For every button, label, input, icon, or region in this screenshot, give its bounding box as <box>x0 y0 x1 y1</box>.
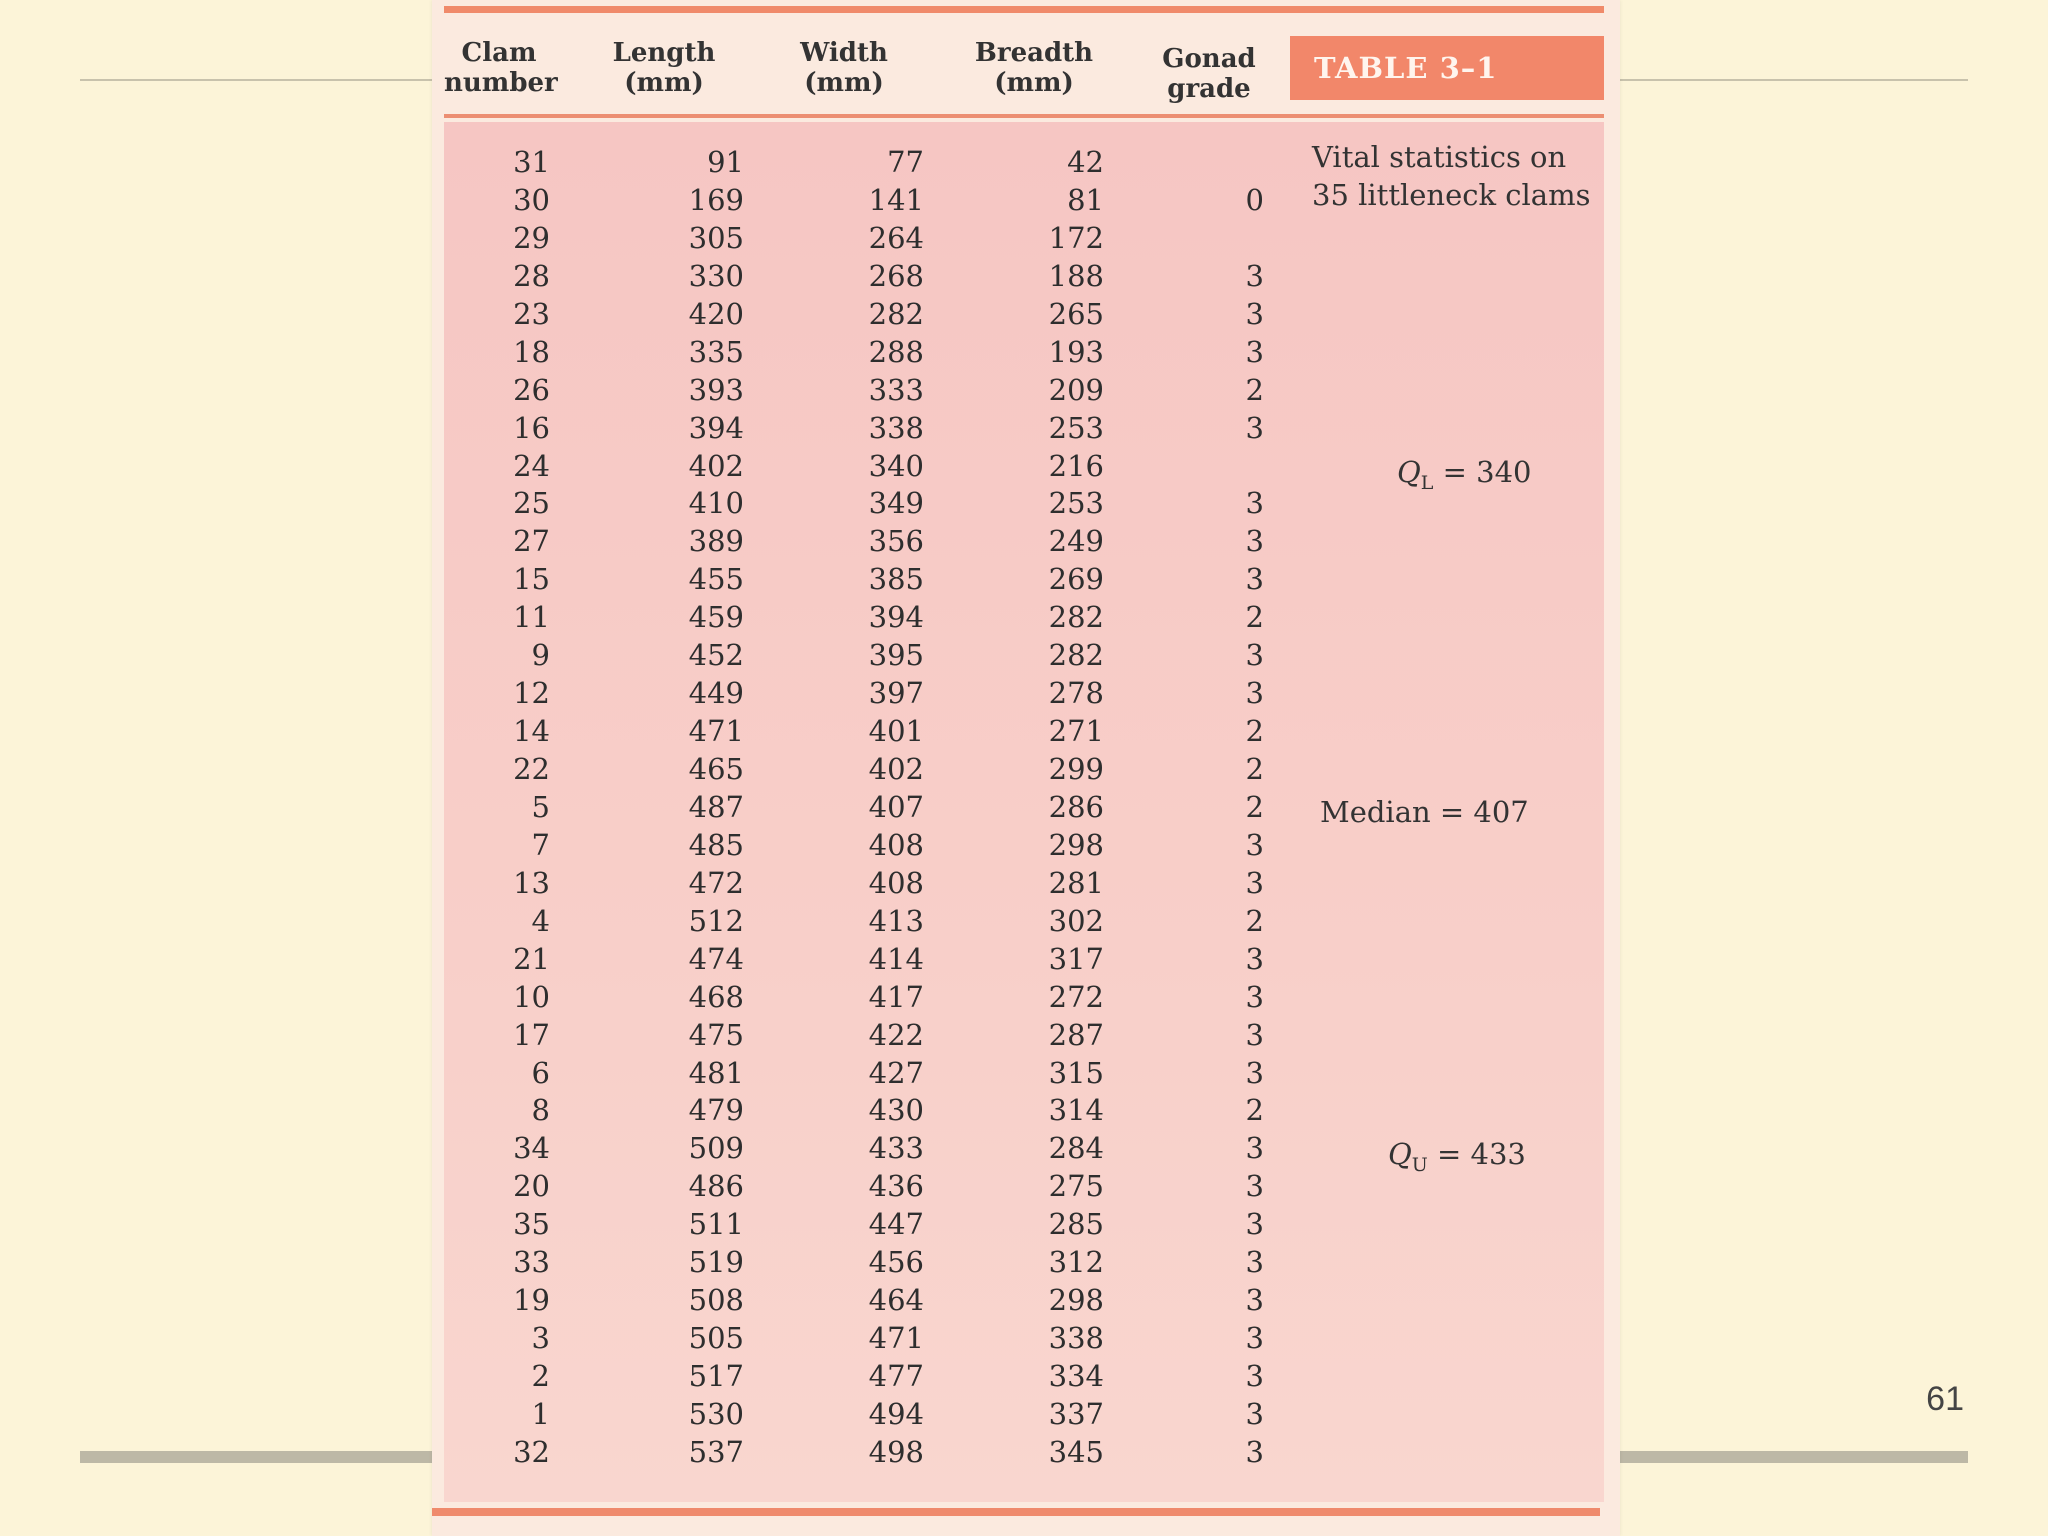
cell-gonad-grade: 3 <box>1245 562 1264 597</box>
cell-breadth: 285 <box>1048 1207 1104 1242</box>
cell-breadth: 272 <box>1048 979 1104 1014</box>
slide-page-number: 61 <box>1926 1380 1964 1418</box>
cell-width: 349 <box>868 486 924 521</box>
cell-width: 397 <box>868 676 924 711</box>
table-row <box>444 942 1284 980</box>
cell-gonad-grade: 3 <box>1245 1207 1264 1242</box>
cell-gonad-grade: 3 <box>1245 1055 1264 1090</box>
table-row <box>444 562 1284 600</box>
cell-length: 452 <box>688 638 744 673</box>
cell-breadth: 298 <box>1048 827 1104 862</box>
cell-gonad-grade: 3 <box>1245 410 1264 445</box>
cell-length: 393 <box>688 372 744 407</box>
cell-length: 455 <box>688 562 744 597</box>
cell-clam-number: 18 <box>513 334 550 369</box>
cell-length: 402 <box>688 448 744 483</box>
cell-breadth: 216 <box>1048 448 1104 483</box>
cell-breadth: 271 <box>1048 714 1104 749</box>
cell-clam-number: 27 <box>513 524 550 559</box>
table-header-rule <box>444 114 1604 118</box>
table-row <box>444 259 1284 297</box>
cell-width: 141 <box>868 182 924 217</box>
cell-length: 475 <box>688 1017 744 1052</box>
cell-length: 330 <box>688 258 744 293</box>
cell-width: 477 <box>868 1359 924 1393</box>
cell-gonad-grade: 3 <box>1245 1017 1264 1052</box>
table-row <box>444 524 1284 562</box>
cell-length: 512 <box>688 903 744 938</box>
cell-clam-number: 3 <box>531 1321 550 1356</box>
table-row <box>444 1283 1284 1321</box>
cell-clam-number: 30 <box>513 182 550 217</box>
cell-clam-number: 34 <box>513 1131 550 1166</box>
cell-clam-number: 12 <box>513 676 550 711</box>
table-row <box>444 676 1284 714</box>
cell-clam-number: 11 <box>513 600 550 635</box>
cell-length: 468 <box>688 979 744 1014</box>
table-row <box>444 183 1284 221</box>
cell-gonad-grade: 3 <box>1245 638 1264 673</box>
table-header-row <box>444 38 1284 112</box>
cell-breadth: 188 <box>1048 258 1104 293</box>
table-row <box>444 638 1284 676</box>
cell-width: 494 <box>868 1396 924 1431</box>
table-row <box>444 1245 1284 1283</box>
table-row <box>444 411 1284 449</box>
cell-length: 530 <box>688 1396 744 1431</box>
cell-width: 385 <box>868 562 924 597</box>
table-row <box>444 1321 1284 1359</box>
table-row <box>444 980 1284 1018</box>
cell-width: 456 <box>868 1245 924 1280</box>
table-body-rows <box>444 145 1284 1473</box>
header-breadth: Breadth (mm) <box>974 38 1094 98</box>
cell-breadth: 275 <box>1048 1169 1104 1204</box>
header-gonad-grade: Gonad grade <box>1162 44 1256 104</box>
cell-gonad-grade: 3 <box>1245 1283 1264 1318</box>
cell-clam-number: 15 <box>513 562 550 597</box>
cell-gonad-grade: 3 <box>1245 258 1264 293</box>
cell-gonad-grade: 3 <box>1245 676 1264 711</box>
cell-width: 401 <box>868 714 924 749</box>
cell-length: 517 <box>688 1359 744 1393</box>
table-row <box>444 486 1284 524</box>
cell-clam-number: 25 <box>513 486 550 521</box>
table-row <box>444 145 1284 183</box>
stat-median: Median = 407 <box>1320 795 1529 829</box>
table-row <box>444 828 1284 866</box>
cell-gonad-grade: 3 <box>1245 941 1264 976</box>
cell-breadth: 312 <box>1048 1245 1104 1280</box>
table-top-rule <box>444 6 1604 13</box>
cell-length: 486 <box>688 1169 744 1204</box>
cell-breadth: 265 <box>1048 296 1104 331</box>
cell-clam-number: 13 <box>513 865 550 900</box>
cell-length: 487 <box>688 789 744 824</box>
scanned-table-page <box>432 0 1620 1536</box>
cell-breadth: 253 <box>1048 410 1104 445</box>
cell-breadth: 314 <box>1048 1093 1104 1128</box>
cell-breadth: 302 <box>1048 903 1104 938</box>
cell-breadth: 284 <box>1048 1131 1104 1166</box>
cell-breadth: 286 <box>1048 789 1104 824</box>
cell-width: 447 <box>868 1207 924 1242</box>
cell-width: 77 <box>887 145 924 179</box>
cell-length: 519 <box>688 1245 744 1280</box>
cell-breadth: 282 <box>1048 638 1104 673</box>
cell-gonad-grade: 3 <box>1245 827 1264 862</box>
cell-length: 474 <box>688 941 744 976</box>
cell-clam-number: 4 <box>531 903 550 938</box>
cell-clam-number: 14 <box>513 714 550 749</box>
cell-width: 395 <box>868 638 924 673</box>
cell-clam-number: 5 <box>531 789 550 824</box>
cell-gonad-grade: 0 <box>1245 182 1264 217</box>
cell-clam-number: 1 <box>531 1396 550 1431</box>
cell-width: 268 <box>868 258 924 293</box>
table-row <box>444 714 1284 752</box>
table-row <box>444 1397 1284 1435</box>
cell-length: 465 <box>688 752 744 786</box>
cell-gonad-grade: 2 <box>1245 752 1264 786</box>
cell-clam-number: 17 <box>513 1017 550 1052</box>
cell-breadth: 334 <box>1048 1359 1104 1393</box>
cell-width: 464 <box>868 1283 924 1318</box>
cell-length: 472 <box>688 865 744 900</box>
cell-gonad-grade: 2 <box>1245 789 1264 824</box>
table-caption: Vital statistics on 35 littleneck clams <box>1312 140 1591 212</box>
cell-clam-number: 26 <box>513 372 550 407</box>
stat-upper-quartile: $Q_U = 433$ <box>1388 1137 1526 1176</box>
cell-breadth: 269 <box>1048 562 1104 597</box>
cell-gonad-grade: 3 <box>1245 1131 1264 1166</box>
cell-length: 449 <box>688 676 744 711</box>
cell-breadth: 209 <box>1048 372 1104 407</box>
header-length: Length (mm) <box>612 38 716 98</box>
table-row <box>444 297 1284 335</box>
cell-clam-number: 6 <box>531 1055 550 1090</box>
cell-breadth: 337 <box>1048 1396 1104 1431</box>
cell-clam-number: 2 <box>531 1359 550 1393</box>
cell-breadth: 81 <box>1067 182 1104 217</box>
cell-width: 340 <box>868 448 924 483</box>
cell-length: 508 <box>688 1283 744 1318</box>
cell-length: 169 <box>688 182 744 217</box>
cell-gonad-grade: 3 <box>1245 524 1264 559</box>
cell-length: 471 <box>688 714 744 749</box>
cell-gonad-grade: 3 <box>1245 334 1264 369</box>
table-row <box>444 1207 1284 1245</box>
stat-lower-quartile: $Q_L = 340$ <box>1397 455 1532 494</box>
cell-clam-number: 35 <box>513 1207 550 1242</box>
cell-breadth: 172 <box>1048 220 1104 255</box>
table-title-box: TABLE 3–1 <box>1290 36 1604 100</box>
cell-clam-number: 21 <box>513 941 550 976</box>
cell-length: 394 <box>688 410 744 445</box>
cell-width: 288 <box>868 334 924 369</box>
cell-width: 430 <box>868 1093 924 1128</box>
cell-width: 436 <box>868 1169 924 1204</box>
cell-width: 407 <box>868 789 924 824</box>
cell-clam-number: 20 <box>513 1169 550 1204</box>
cell-clam-number: 23 <box>513 296 550 331</box>
cell-gonad-grade: 3 <box>1245 1245 1264 1280</box>
cell-length: 511 <box>688 1207 744 1242</box>
cell-breadth: 278 <box>1048 676 1104 711</box>
cell-width: 264 <box>868 220 924 255</box>
cell-length: 305 <box>688 220 744 255</box>
cell-gonad-grade: 3 <box>1245 1169 1264 1204</box>
cell-breadth: 281 <box>1048 865 1104 900</box>
cell-width: 414 <box>868 941 924 976</box>
cell-clam-number: 31 <box>513 145 550 179</box>
cell-clam-number: 9 <box>531 638 550 673</box>
cell-length: 505 <box>688 1321 744 1356</box>
cell-clam-number: 19 <box>513 1283 550 1318</box>
table-row <box>444 1169 1284 1207</box>
cell-clam-number: 10 <box>513 979 550 1014</box>
cell-clam-number: 29 <box>513 220 550 255</box>
table-row <box>444 752 1284 790</box>
cell-gonad-grade: 3 <box>1245 296 1264 331</box>
cell-breadth: 315 <box>1048 1055 1104 1090</box>
table-row <box>444 373 1284 411</box>
cell-breadth: 193 <box>1048 334 1104 369</box>
cell-length: 91 <box>707 145 744 179</box>
table-row <box>444 1359 1284 1397</box>
cell-length: 479 <box>688 1093 744 1128</box>
cell-breadth: 287 <box>1048 1017 1104 1052</box>
table-row <box>444 449 1284 487</box>
cell-width: 394 <box>868 600 924 635</box>
cell-clam-number: 24 <box>513 448 550 483</box>
cell-length: 537 <box>688 1434 744 1469</box>
cell-width: 413 <box>868 903 924 938</box>
table-row <box>444 790 1284 828</box>
table-row <box>444 866 1284 904</box>
table-row <box>444 1435 1284 1473</box>
cell-width: 427 <box>868 1055 924 1090</box>
cell-breadth: 282 <box>1048 600 1104 635</box>
table-row <box>444 1093 1284 1131</box>
cell-clam-number: 22 <box>513 752 550 786</box>
cell-gonad-grade: 2 <box>1245 372 1264 407</box>
cell-clam-number: 7 <box>531 827 550 862</box>
cell-gonad-grade: 3 <box>1245 1434 1264 1469</box>
cell-gonad-grade: 2 <box>1245 1093 1264 1128</box>
table-row <box>444 1131 1284 1169</box>
cell-clam-number: 8 <box>531 1093 550 1128</box>
cell-width: 471 <box>868 1321 924 1356</box>
cell-clam-number: 32 <box>513 1434 550 1469</box>
cell-gonad-grade: 3 <box>1245 1321 1264 1356</box>
cell-clam-number: 28 <box>513 258 550 293</box>
cell-width: 408 <box>868 865 924 900</box>
cell-breadth: 249 <box>1048 524 1104 559</box>
cell-length: 420 <box>688 296 744 331</box>
cell-width: 402 <box>868 752 924 786</box>
cell-width: 333 <box>868 372 924 407</box>
cell-width: 356 <box>868 524 924 559</box>
cell-gonad-grade: 2 <box>1245 903 1264 938</box>
cell-breadth: 345 <box>1048 1434 1104 1469</box>
cell-breadth: 298 <box>1048 1283 1104 1318</box>
cell-length: 335 <box>688 334 744 369</box>
cell-breadth: 42 <box>1067 145 1104 179</box>
cell-gonad-grade: 3 <box>1245 1359 1264 1393</box>
header-width: Width (mm) <box>800 38 888 98</box>
cell-gonad-grade: 3 <box>1245 486 1264 521</box>
cell-length: 485 <box>688 827 744 862</box>
cell-width: 417 <box>868 979 924 1014</box>
cell-breadth: 338 <box>1048 1321 1104 1356</box>
cell-length: 481 <box>688 1055 744 1090</box>
table-bottom-rule <box>432 1508 1600 1516</box>
table-row <box>444 335 1284 373</box>
cell-clam-number: 16 <box>513 410 550 445</box>
cell-breadth: 253 <box>1048 486 1104 521</box>
table-row <box>444 1018 1284 1056</box>
cell-length: 389 <box>688 524 744 559</box>
cell-width: 422 <box>868 1017 924 1052</box>
cell-gonad-grade: 2 <box>1245 600 1264 635</box>
cell-length: 410 <box>688 486 744 521</box>
cell-breadth: 299 <box>1048 752 1104 786</box>
cell-width: 408 <box>868 827 924 862</box>
cell-gonad-grade: 3 <box>1245 1396 1264 1431</box>
cell-length: 459 <box>688 600 744 635</box>
cell-width: 498 <box>868 1434 924 1469</box>
cell-length: 509 <box>688 1131 744 1166</box>
table-row <box>444 1056 1284 1094</box>
table-row <box>444 221 1284 259</box>
cell-width: 338 <box>868 410 924 445</box>
cell-breadth: 317 <box>1048 941 1104 976</box>
cell-clam-number: 33 <box>513 1245 550 1280</box>
table-row <box>444 904 1284 942</box>
table-row <box>444 600 1284 638</box>
cell-width: 433 <box>868 1131 924 1166</box>
cell-width: 282 <box>868 296 924 331</box>
header-clam-number: Clam number <box>444 38 558 98</box>
cell-gonad-grade: 2 <box>1245 714 1264 749</box>
cell-gonad-grade: 3 <box>1245 865 1264 900</box>
cell-gonad-grade: 3 <box>1245 979 1264 1014</box>
